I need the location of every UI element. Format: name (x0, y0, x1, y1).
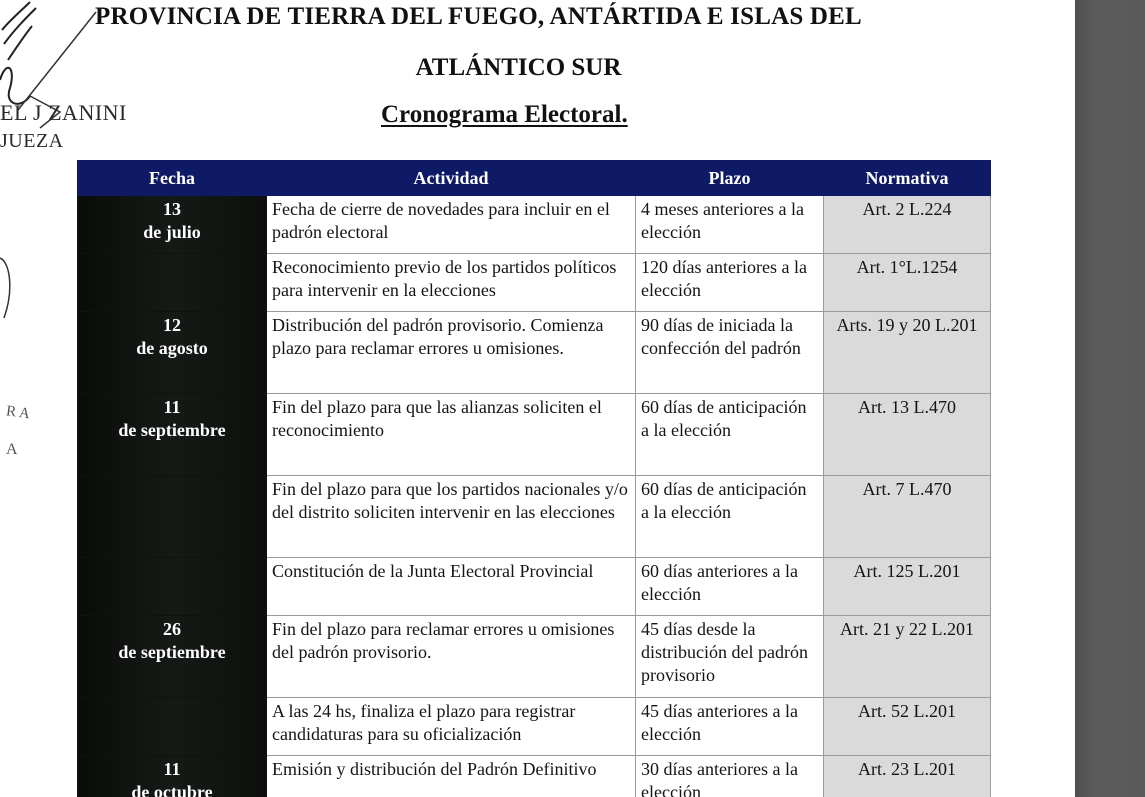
activity-cell: Fecha de cierre de novedades para incluir en el padrón electoral (267, 196, 636, 254)
date-cell (78, 394, 267, 476)
term-cell: 45 días desde la distribución del padrón provisorio (636, 616, 824, 698)
viewer-background (1075, 0, 1145, 797)
date-cell (78, 312, 267, 394)
norm-cell: Art. 125 L.201 (824, 558, 991, 616)
norm-cell: Art. 21 y 22 L.201 (824, 616, 991, 698)
date-cell (78, 476, 267, 558)
date-day: 12 (163, 315, 181, 335)
term-cell: 60 días de anticipación a la elección (636, 476, 824, 558)
activity-cell: Fin del plazo para que las alianzas soliciten el reconocimiento (267, 394, 636, 476)
term-cell: 4 meses anteriores a la elección (636, 196, 824, 254)
date-day: 11 (163, 759, 181, 779)
norm-cell: Art. 13 L.470 (824, 394, 991, 476)
norm-cell: Arts. 19 y 20 L.201 (824, 312, 991, 394)
date-cell (78, 558, 267, 616)
term-cell: 30 días anteriores a la elección (636, 756, 824, 797)
table-row (78, 558, 991, 616)
column-header-actividad: Actividad (267, 161, 636, 196)
norm-cell: Art. 23 L.201 (824, 756, 991, 797)
schedule-table (77, 160, 991, 797)
activity-cell: Fin del plazo para que los partidos nacionales y/o del distrito soliciten intervenir en las elecciones (267, 476, 636, 558)
stamp-name: EL J ZANINI (0, 100, 127, 125)
column-header-fecha: Fecha (78, 161, 267, 196)
stamp-fragment: A (6, 441, 18, 458)
table-row (78, 394, 991, 476)
activity-cell: Fin del plazo para reclamar errores u omisiones del padrón provisorio. (267, 616, 636, 698)
table-row (78, 312, 991, 394)
date-cell (78, 756, 267, 797)
table-row (78, 698, 991, 756)
date-month: de septiembre (118, 642, 226, 662)
date-cell (78, 698, 267, 756)
term-cell: 120 días anteriores a la elección (636, 254, 824, 312)
table-row (78, 254, 991, 312)
activity-cell: Emisión y distribución del Padrón Definitivo (267, 756, 636, 797)
column-header-normativa: Normativa (824, 161, 991, 196)
date-cell (78, 254, 267, 312)
document-title-line2: ATLÁNTICO SUR (415, 54, 622, 81)
norm-cell: Art. 7 L.470 (824, 476, 991, 558)
date-month: de julio (143, 222, 201, 242)
activity-cell: Reconocimiento previo de los partidos políticos para intervenir en la elecciones (267, 254, 636, 312)
table-header-row (78, 161, 991, 196)
term-cell: 45 días anteriores a la elección (636, 698, 824, 756)
norm-cell: Art. 2 L.224 (824, 196, 991, 254)
table-row (78, 476, 991, 558)
stamp-fragment: RA (5, 403, 34, 423)
date-day: 26 (163, 619, 181, 639)
date-day: 13 (163, 199, 181, 219)
norm-cell: Art. 52 L.201 (824, 698, 991, 756)
activity-cell: Constitución de la Junta Electoral Provincial (267, 558, 636, 616)
date-month: de agosto (136, 338, 208, 358)
stamp-role: JUEZA (0, 130, 64, 152)
document-title-line1: PROVINCIA DE TIERRA DEL FUEGO, ANTÁRTIDA E ISLAS DEL (95, 3, 862, 30)
table-row (78, 616, 991, 698)
term-cell: 90 días de iniciada la confección del padrón (636, 312, 824, 394)
term-cell: 60 días de anticipación a la elección (636, 394, 824, 476)
table-row (78, 756, 991, 797)
table-row (78, 196, 991, 254)
column-header-plazo: Plazo (636, 161, 824, 196)
norm-cell: Art. 1°L.1254 (824, 254, 991, 312)
date-cell (78, 196, 267, 254)
date-month: de septiembre (118, 420, 226, 440)
date-day: 11 (163, 397, 181, 417)
date-cell (78, 616, 267, 698)
term-cell: 60 días anteriores a la elección (636, 558, 824, 616)
activity-cell: Distribución del padrón provisorio. Comienza plazo para reclamar errores u omisiones. (267, 312, 636, 394)
activity-cell: A las 24 hs, finaliza el plazo para registrar candidaturas para su oficialización (267, 698, 636, 756)
date-month: de octubre (131, 782, 213, 797)
document-subtitle: Cronograma Electoral. (381, 101, 628, 128)
